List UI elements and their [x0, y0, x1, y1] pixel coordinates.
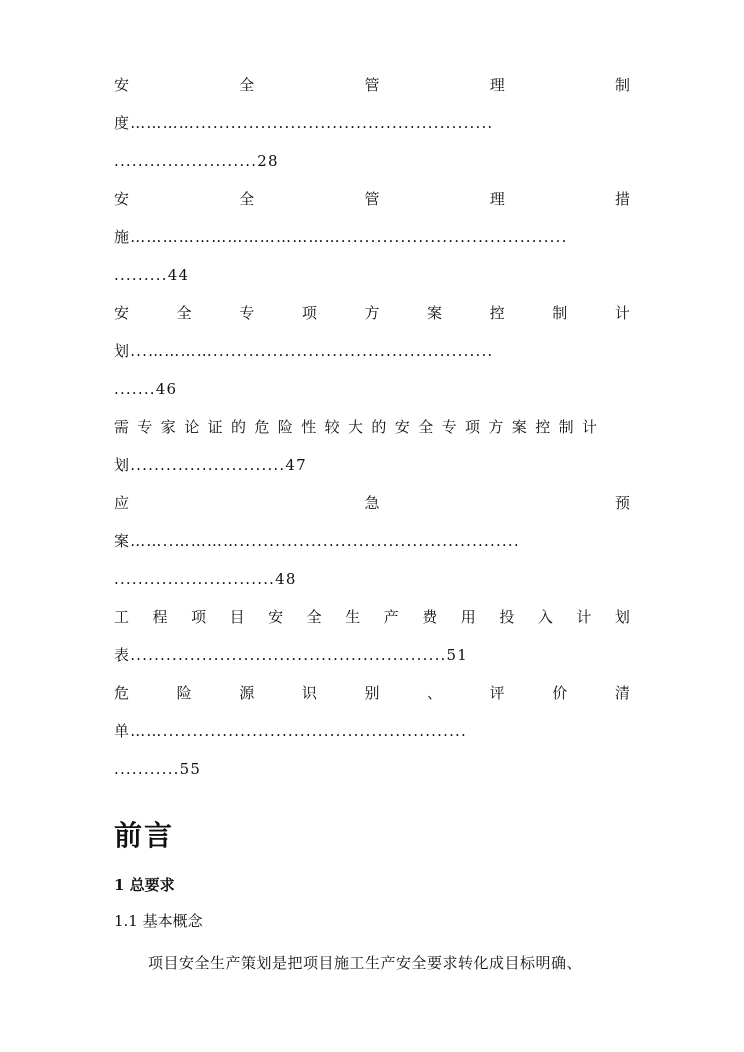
toc-char: 方: [364, 304, 380, 322]
toc-entry-7-page: ...........55: [114, 760, 202, 778]
toc-char: 全: [176, 304, 192, 322]
toc-char: 计: [614, 304, 630, 322]
toc-char: 工: [114, 608, 130, 626]
toc-char: 理: [489, 76, 505, 94]
toc-char: 理: [489, 190, 505, 208]
toc-entry-1-leader: 度…………..................................................: [114, 114, 494, 132]
table-of-contents: [114, 72, 646, 794]
toc-char: 入: [537, 608, 553, 626]
toc-char: 项: [301, 304, 317, 322]
toc-char: 控: [489, 304, 505, 322]
toc-char: 措: [614, 190, 630, 208]
toc-char: 全: [239, 76, 255, 94]
toc-entry-4-title[interactable]: 需专家论证的危险性较大的安全专项方案控制计: [114, 418, 606, 436]
toc-char: 安: [114, 304, 130, 322]
toc-char: 管: [364, 190, 380, 208]
toc-entry-4-page: 划..........................47: [114, 456, 307, 474]
toc-char: 、: [427, 684, 443, 702]
toc-entry-2-title[interactable]: [114, 186, 630, 224]
toc-char: 用: [460, 608, 476, 626]
subsection-heading-1-1: 1.1 基本概念: [114, 912, 203, 930]
toc-entry-3-title[interactable]: [114, 300, 630, 338]
toc-char: 程: [152, 608, 168, 626]
section-heading-1: 1 总要求: [114, 876, 175, 894]
toc-char: 案: [427, 304, 443, 322]
toc-char: 目: [229, 608, 245, 626]
toc-char: 安: [114, 76, 130, 94]
toc-char: 全: [239, 190, 255, 208]
toc-char: 价: [552, 684, 568, 702]
toc-char: 急: [364, 494, 380, 512]
toc-entry-5-title[interactable]: [114, 490, 630, 528]
toc-entry-2-page: .........44: [114, 266, 190, 284]
toc-entry-7-title[interactable]: [114, 680, 630, 718]
toc-entry-5-page: ...........................48: [114, 570, 297, 588]
toc-char: 管: [364, 76, 380, 94]
toc-char: 产: [383, 608, 399, 626]
toc-char: 险: [176, 684, 192, 702]
toc-char: 全: [306, 608, 322, 626]
toc-char: 项: [191, 608, 207, 626]
toc-entry-1-page: ........................28: [114, 152, 279, 170]
toc-char: 危: [114, 684, 130, 702]
toc-entry-3-page: .......46: [114, 380, 178, 398]
body-paragraph: 项目安全生产策划是把项目施工生产安全要求转化成目标明确、: [148, 954, 583, 972]
toc-entry-1-title[interactable]: [114, 72, 630, 110]
toc-entry-5-leader: 案……..…………...............................................: [114, 532, 520, 550]
toc-char: 计: [576, 608, 592, 626]
toc-char: 源: [239, 684, 255, 702]
page-heading: 前言: [114, 819, 175, 852]
toc-char: 清: [614, 684, 630, 702]
toc-char: 投: [499, 608, 515, 626]
toc-entry-2-leader: 施…………………………………......................................: [114, 228, 568, 246]
toc-char: 制: [614, 76, 630, 94]
toc-char: 评: [489, 684, 505, 702]
toc-entry-6-title[interactable]: [114, 604, 630, 642]
toc-char: 划: [614, 608, 630, 626]
toc-char: 安: [268, 608, 284, 626]
toc-entry-3-leader: 划...…………...............................................: [114, 342, 494, 360]
toc-char: 制: [552, 304, 568, 322]
toc-char: 识: [301, 684, 317, 702]
toc-char: 别: [364, 684, 380, 702]
toc-char: 应: [114, 494, 130, 512]
toc-char: 安: [114, 190, 130, 208]
toc-entry-6-page: 表.....................................................51: [114, 646, 468, 664]
toc-char: 费: [422, 608, 438, 626]
toc-char: 预: [614, 494, 630, 512]
toc-entry-7-leader: 单……...................................................: [114, 722, 467, 740]
toc-char: 专: [239, 304, 255, 322]
toc-char: 生: [345, 608, 361, 626]
